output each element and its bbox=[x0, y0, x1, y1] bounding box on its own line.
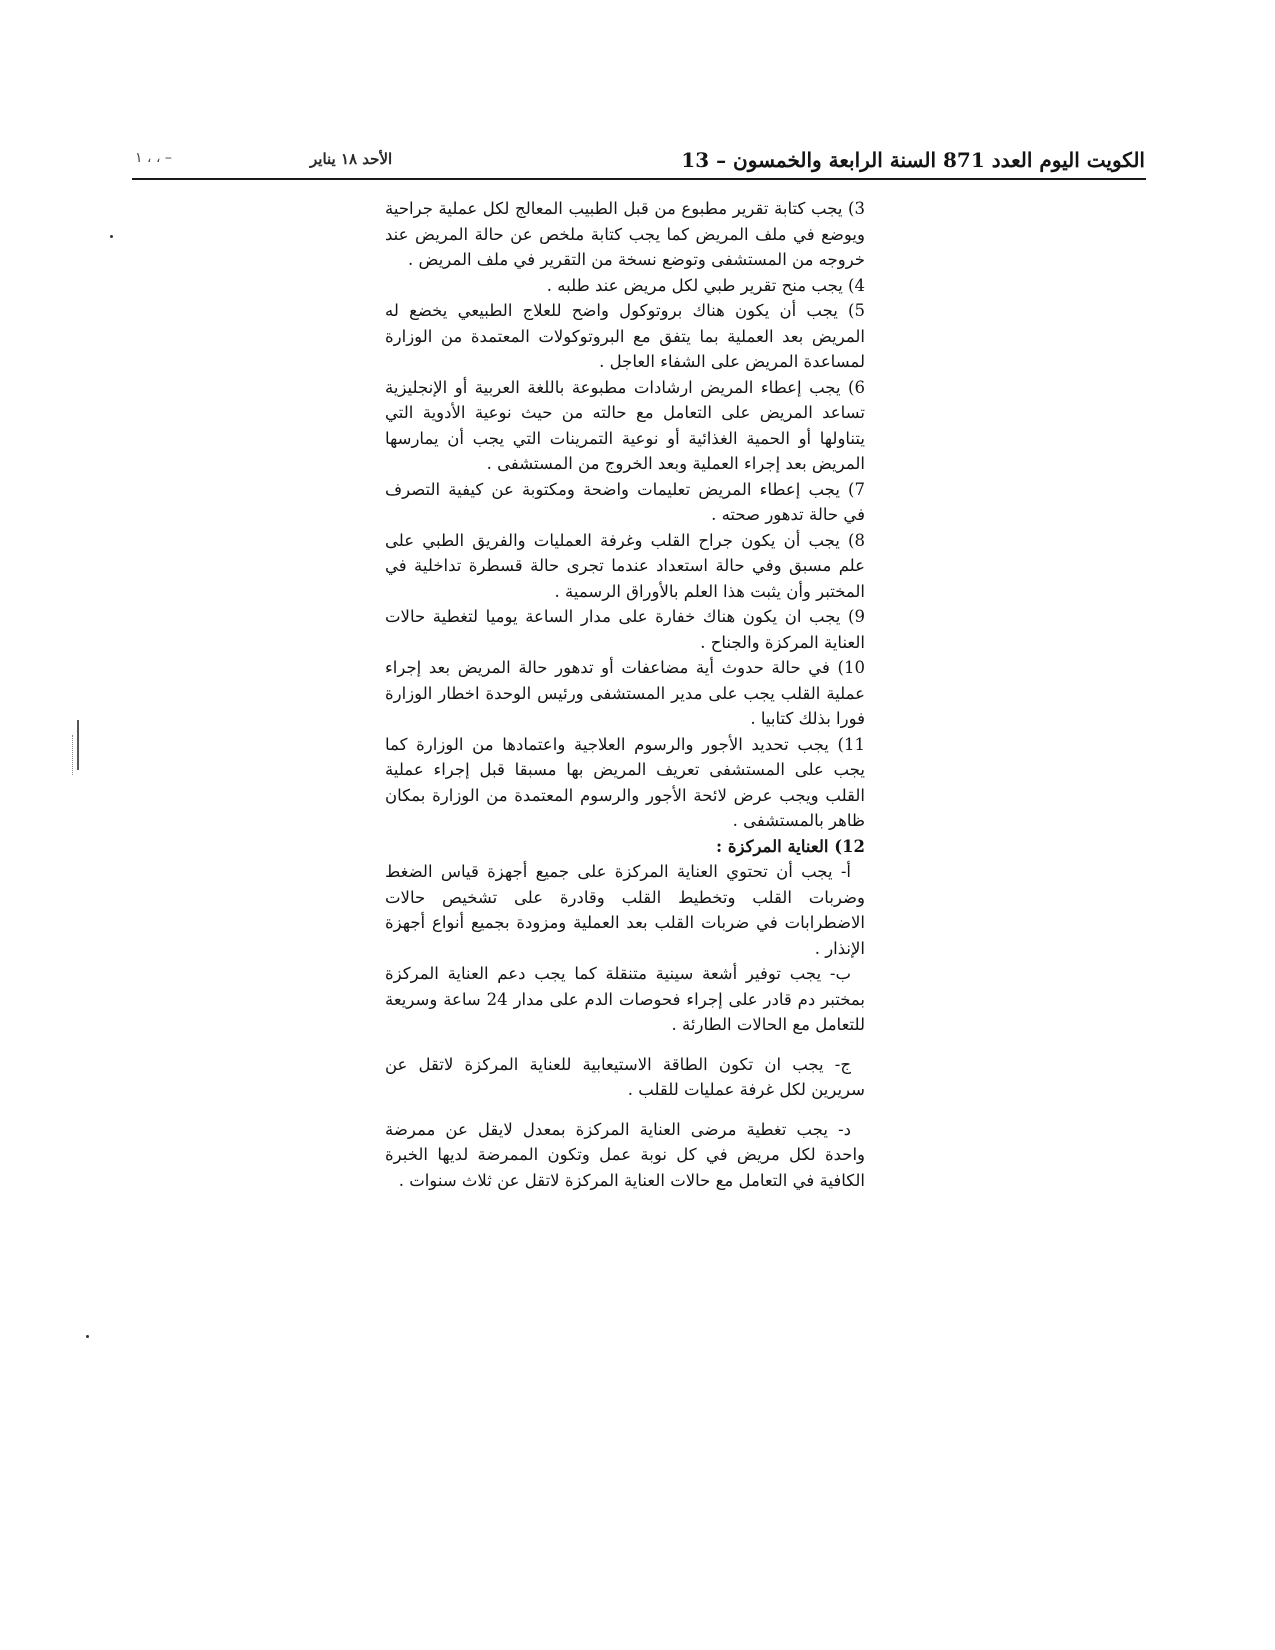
section-12-item-b: ب- يجب توفير أشعة سينية متنقلة كما يجب دعم العناية المركزة بمختبر دم قادر على إجراء فحوصات الدم على مدار 24 ساعة وسريعة للتعامل مع الحالات الطارئة . bbox=[385, 964, 865, 1034]
clause-5: 5) يجب أن يكون هناك بروتوكول واضح للعلاج الطبيعي يخضع له المريض بعد العملية بما يتفق مع البروتوكولات المعتمدة من الوزارة لمساعدة المريض على الشفاء العاجل . bbox=[385, 301, 865, 371]
section-12-item-a: أ- يجب أن تحتوي العناية المركزة على جميع أجهزة قياس الضغط وضربات القلب وتخطيط القلب وقادرة على تشخيص حالات الاضطرابات في ضربات القلب بعد العملية ومزودة بجميع أنواع أجهزة الإنذار . bbox=[385, 862, 865, 958]
scan-speck bbox=[86, 1335, 89, 1338]
scan-margin-mark bbox=[77, 720, 82, 770]
section-12-heading: 12) العناية المركزة : bbox=[716, 836, 865, 856]
clause-7: 7) يجب إعطاء المريض تعليمات واضحة ومكتوبة عن كيفية التصرف في حالة تدهور صحته . bbox=[385, 479, 865, 524]
clause-8: 8) يجب أن يكون جراح القلب وغرفة العمليات والفريق الطبي على علم مسبق وفي حالة استعداد عندما تجرى حالة قسطرة تداخلية في المختبر وأن يثبت هذا العلم بالأوراق الرسمية . bbox=[385, 530, 865, 601]
section-12-item-d: د- يجب تغطية مرضى العناية المركزة بمعدل لايقل عن ممرضة واحدة لكل مريض في كل نوبة عمل وتكون الممرضة لديها الخبرة الكافية في التعامل مع حالات العناية المركزة لاتقل عن ثلاث سنوات . bbox=[385, 1119, 865, 1190]
gazette-header-title: الكويت اليوم العدد 871 السنة الرابعة والخمسون – 13 bbox=[681, 148, 1145, 172]
header-rule bbox=[132, 178, 1146, 180]
page-header bbox=[135, 148, 1145, 178]
clause-3: 3) يجب كتابة تقرير مطبوع من قبل الطبيب المعالج لكل عملية جراحية ويوضع في ملف المريض كما يجب كتابة ملخص عن حالة المريض عند خروجه من المستشفى وتوضع نسخة من التقرير في ملف المريض . bbox=[385, 199, 865, 269]
clause-10: 10) في حالة حدوث أية مضاعفات أو تدهور حالة المريض بعد إجراء عملية القلب يجب على مدير المستشفى ورئيس الوحدة اخطار الوزارة فورا بذلك كتابيا . bbox=[385, 658, 865, 728]
section-12-item-c: ج- يجب ان تكون الطاقة الاستيعابية للعناية المركزة لاتقل عن سريرين لكل غرفة عمليات للقلب . bbox=[385, 1054, 865, 1099]
header-marks: ١ ، ، – bbox=[135, 150, 172, 166]
clause-11: 11) يجب تحديد الأجور والرسوم العلاجية واعتمادها من الوزارة كما يجب على المستشفى تعريف المريض بها مسبقا قبل إجراء عملية القلب ويجب عرض لائحة الأجور والرسوم المعتمدة من الوزارة بمكان ظاهر بالمستشفى . bbox=[385, 734, 865, 830]
scan-margin-dots bbox=[72, 735, 73, 775]
clause-4: 4) يجب منح تقرير طبي لكل مريض عند طلبه . bbox=[546, 275, 865, 295]
clause-6: 6) يجب إعطاء المريض ارشادات مطبوعة باللغة العربية أو الإنجليزية تساعد المريض على التعامل مع حالته من حيث نوعية الأدوية التي يتناولها أو الحمية الغذائية أو نوعية التمرينات التي يجب أن يمارسها المريض بعد إجراء العملية وبعد الخروج من المستشفى . bbox=[385, 377, 865, 473]
header-date-text: الأحد ١٨ يناير bbox=[310, 150, 393, 168]
scan-speck bbox=[110, 235, 113, 238]
article-column bbox=[385, 196, 865, 1193]
clause-9: 9) يجب ان يكون هناك خفارة على مدار الساعة يوميا لتغطية حالات العناية المركزة والجناح . bbox=[385, 607, 865, 652]
